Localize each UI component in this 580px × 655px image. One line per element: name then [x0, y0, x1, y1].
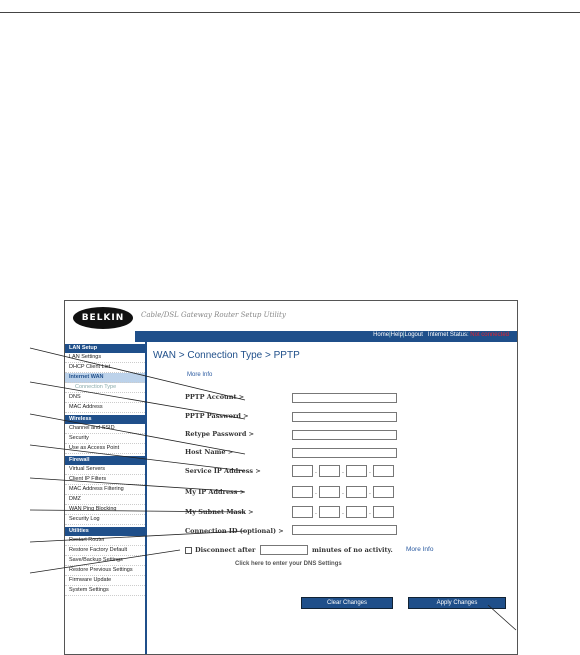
pptp-password-input[interactable] [292, 412, 397, 422]
pptp-password-label: PPTP Password > [185, 412, 249, 420]
my-subnet-label: My Subnet Mask > [185, 508, 254, 516]
logout-link[interactable]: Logout [404, 332, 423, 338]
dns-settings-link[interactable]: Click here to enter your DNS Settings [235, 561, 342, 567]
sidebar-item-wan-ping-blocking[interactable]: WAN Ping Blocking [65, 505, 145, 515]
service-ip-octet-3[interactable] [346, 465, 367, 477]
sidebar-section-utilities: Utilities [65, 527, 145, 536]
service-ip-label: Service IP Address > [185, 467, 261, 475]
header [65, 301, 517, 331]
sidebar-item-system-settings[interactable]: System Settings [65, 586, 145, 596]
page-title: WAN > Connection Type > PPTP [153, 350, 300, 361]
internet-status-label: Internet Status: [427, 332, 469, 338]
sidebar-item-connection-type[interactable]: Connection Type [65, 383, 145, 393]
page-top-rule [0, 12, 580, 13]
app-title: Cable/DSL Gateway Router Setup Utility [141, 311, 286, 319]
clear-changes-button[interactable]: Clear Changes [301, 597, 393, 609]
service-ip-octet-4[interactable] [373, 465, 394, 477]
sidebar-item-dhcp-client-list[interactable]: DHCP Client List [65, 363, 145, 373]
service-ip-octet-1[interactable] [292, 465, 313, 477]
disconnect-checkbox[interactable] [185, 547, 192, 554]
my-ip-octet-3[interactable] [346, 486, 367, 498]
sidebar-item-restart-router[interactable]: Restart Router [65, 536, 145, 546]
sidebar-section-wireless: Wireless [65, 415, 145, 424]
disconnect-label: Disconnect after [195, 546, 256, 554]
help-link[interactable]: Help [390, 332, 403, 338]
sidebar-item-virtual-servers[interactable]: Virtual Servers [65, 465, 145, 475]
sidebar-section-internet-wan[interactable]: Internet WAN [65, 373, 145, 383]
subnet-octet-2[interactable] [319, 506, 340, 518]
sidebar-section-firewall: Firewall [65, 456, 145, 465]
subnet-octet-3[interactable] [346, 506, 367, 518]
sidebar-item-security-log[interactable]: Security Log [65, 515, 145, 525]
pptp-account-label: PPTP Account > [185, 393, 245, 401]
sidebar [65, 342, 147, 654]
sidebar-item-save-backup[interactable]: Save/Backup Settings [65, 556, 145, 566]
connection-id-label: Connection ID (optional) > [185, 527, 284, 535]
more-info-link[interactable]: More Info [187, 372, 213, 378]
router-setup-screenshot [64, 300, 518, 655]
home-link[interactable]: Home [373, 332, 390, 338]
host-name-label: Host Name > [185, 448, 234, 456]
my-ip-label: My IP Address > [185, 488, 246, 496]
sidebar-item-channel-ssid[interactable]: Channel and SSID [65, 424, 145, 434]
top-nav-bar [135, 331, 517, 342]
disconnect-suffix: minutes of no activity. [312, 546, 393, 554]
disconnect-more-info-link[interactable]: More Info [406, 546, 434, 553]
sidebar-item-mac-address[interactable]: MAC Address [65, 403, 145, 413]
host-name-input[interactable] [292, 448, 397, 458]
subnet-octet-4[interactable] [373, 506, 394, 518]
belkin-logo: BELKIN [73, 307, 133, 329]
main-content: WAN > Connection Type > PPTP More Info PPTP Account > PPTP Password > Retype Password > Host Name > Service IP Address > . . . My IP Address > . . . My Subnet Mask > . . . Connection ID (optional) > Disconnect after minutes of no activity. More Info Click here to enter your DNS Settings Clear Changes Apply Changes [149, 342, 517, 654]
service-ip-octet-2[interactable] [319, 465, 340, 477]
sidebar-item-lan-settings[interactable]: LAN Settings [65, 353, 145, 363]
sidebar-item-dmz[interactable]: DMZ [65, 495, 145, 505]
my-ip-octet-4[interactable] [373, 486, 394, 498]
connection-id-input[interactable] [292, 525, 397, 535]
sidebar-item-factory-default[interactable]: Restore Factory Default [65, 546, 145, 556]
subnet-octet-1[interactable] [292, 506, 313, 518]
retype-password-label: Retype Password > [185, 430, 255, 438]
sidebar-item-mac-filtering[interactable]: MAC Address Filtering [65, 485, 145, 495]
apply-changes-button[interactable]: Apply Changes [408, 597, 506, 609]
internet-status-value: Not connected [470, 332, 509, 338]
sidebar-item-restore-previous[interactable]: Restore Previous Settings [65, 566, 145, 576]
disconnect-minutes-input[interactable] [260, 545, 308, 555]
sidebar-item-dns[interactable]: DNS [65, 393, 145, 403]
pptp-account-input[interactable] [292, 393, 397, 403]
my-ip-octet-1[interactable] [292, 486, 313, 498]
sidebar-item-security[interactable]: Security [65, 434, 145, 444]
sidebar-item-client-ip-filters[interactable]: Client IP Filters [65, 475, 145, 485]
sidebar-item-access-point[interactable]: Use as Access Point [65, 444, 145, 454]
top-nav: Home|Help|Logout Internet Status: Not connected [373, 332, 509, 338]
retype-password-input[interactable] [292, 430, 397, 440]
sidebar-section-lan-setup: LAN Setup [65, 344, 145, 353]
my-ip-octet-2[interactable] [319, 486, 340, 498]
sidebar-item-firmware-update[interactable]: Firmware Update [65, 576, 145, 586]
